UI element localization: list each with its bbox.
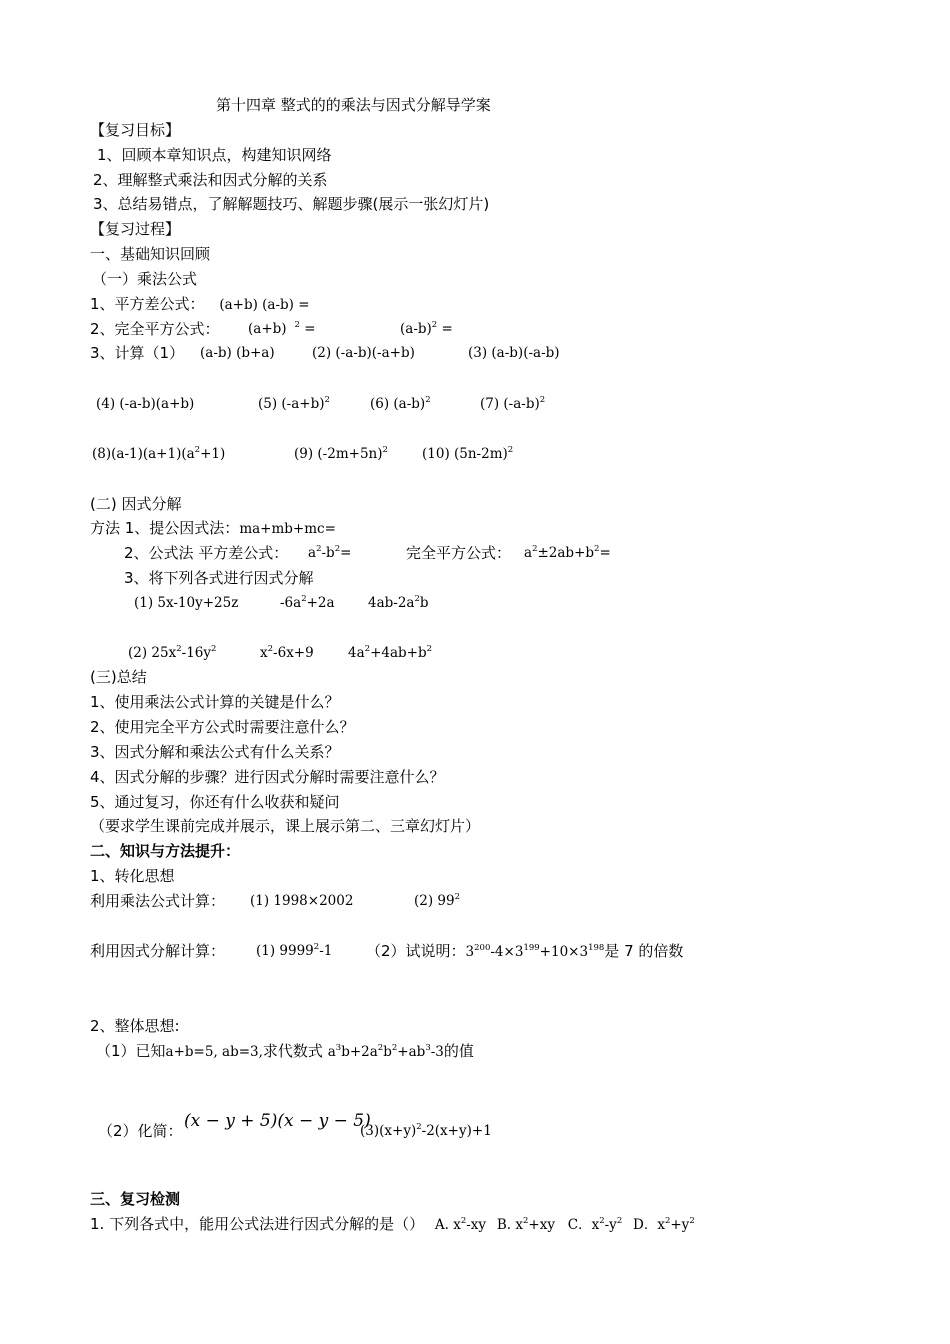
method-expression-2: $a^2\pm 2ab+b^2=$	[524, 544, 611, 561]
part3-heading: 三、复习检测	[90, 1190, 181, 1208]
summary-item-2: 2、使用完全平方公式时需要注意什么？	[90, 718, 355, 736]
compute-item-2: (2) (-a-b)(-a+b)	[312, 345, 415, 361]
part2-sub1-heading: 1、转化思想	[90, 867, 175, 885]
compute-line-3	[92, 444, 692, 464]
formula-expression: (a+b) (a-b) =	[219, 297, 310, 313]
compute-item-8: $(8)(a-1)(a+1)(a^2+1)$	[92, 445, 226, 462]
compute-label: 3、计算（1）	[90, 344, 185, 362]
formula-line-1	[90, 294, 310, 315]
summary-item-1: 1、使用乘法公式计算的关键是什么？	[90, 693, 340, 711]
option-d: D．$x^2+y^2$	[633, 1216, 695, 1233]
method-expression: $a^2-b^2=$	[308, 544, 352, 561]
method-line-2	[124, 543, 724, 563]
method-label: 2、公式法 平方差公式：	[124, 544, 289, 562]
transform-item-4-expression: $3^{200}-4\times 3^{199}+10\times 3^{198}$	[465, 943, 605, 960]
holistic-line-1	[96, 1041, 474, 1062]
compute-item-9: (9) $(-2m+5n)^2$	[294, 445, 388, 462]
factor-item-6: $4a^2+4ab+b^2$	[348, 644, 433, 661]
formula-expression-a: (a+b) $^2$ =	[248, 320, 316, 337]
holistic-condition: a+b=5, ab=3,	[165, 1044, 263, 1060]
factor-exercise-line-1	[134, 593, 734, 613]
holistic-line-2	[98, 1111, 698, 1145]
option-a: A. $x^2-xy$	[434, 1216, 487, 1233]
formula-line-2	[90, 319, 690, 339]
option-c: C．$x^2-y^2$	[567, 1216, 623, 1233]
goal-item-2: 2、理解整式乘法和因式分解的关系	[93, 171, 328, 189]
sub1-heading: （一）乘法公式	[92, 270, 198, 288]
holistic-mid: 求代数式	[262, 1042, 323, 1060]
transform-item-4	[366, 941, 683, 962]
method-label: 方法 1、提公因式法：	[90, 519, 240, 537]
compute-item-7: (7) $(-a-b)^2$	[480, 395, 546, 412]
handwritten-expression: (x − y + 5)(x − y − 5)	[184, 1111, 371, 1131]
compute-item-10: (10) $(5n-2m)^2$	[422, 445, 514, 462]
holistic-label-2: （2）化简：	[98, 1122, 183, 1140]
part2-heading: 二、知识与方法提升：	[90, 842, 241, 860]
factor-item-3: $4ab-2a^2b$	[368, 594, 429, 611]
method-expression: ma+mb+mc=	[239, 521, 336, 537]
holistic-tail: 的值	[443, 1042, 474, 1060]
transform-line-2	[90, 941, 790, 961]
sub2-heading: (二) 因式分解	[90, 495, 182, 513]
formula-label: 2、完全平方公式：	[90, 320, 220, 338]
transform-line-1	[90, 891, 690, 911]
method-label-2: 完全平方公式：	[406, 544, 512, 562]
compute-item-5: (5) $(-a+b)^2$	[258, 395, 330, 412]
part1-heading: 一、基础知识回顾	[90, 245, 211, 263]
formula-expression-b: $(a-b)^2$ =	[400, 320, 453, 337]
transform-label: 利用乘法公式计算：	[90, 892, 226, 910]
transform-item-2: (2) $99^2$	[414, 892, 461, 909]
compute-item-3: (3) (a-b)(-a-b)	[468, 345, 560, 361]
process-heading: 【复习过程】	[90, 220, 181, 238]
goals-heading: 【复习目标】	[90, 121, 181, 139]
goal-item-1: 1、回顾本章知识点，构建知识网络	[97, 146, 332, 164]
formula-label: 1、平方差公式：	[90, 295, 205, 313]
method-line-1	[90, 518, 336, 539]
transform-item-1: (1) 1998×2002	[250, 893, 354, 909]
sub3-heading: (三)总结	[90, 668, 147, 686]
compute-item-1: (a-b) (b+a)	[200, 345, 275, 361]
holistic-item-3: $(3)(x+y)^2-2(x+y)+1$	[360, 1122, 492, 1139]
holistic-expression: $a^3b+2a^2b^2+ab^3-3$	[327, 1043, 444, 1060]
method-line-3: 3、将下列各式进行因式分解	[124, 569, 314, 587]
compute-line-1	[90, 343, 690, 363]
compute-line-2	[96, 394, 696, 414]
factor-item-5: $x^2-6x+9$	[260, 644, 314, 661]
question-1-text: 1. 下列各式中，能用公式法进行因式分解的是（）	[90, 1215, 425, 1233]
factor-item-4: (2) $25x^2-16y^2$	[128, 644, 217, 661]
transform-item-3: (1) 9999$^2$-1	[256, 942, 333, 959]
goal-item-3: 3、总结易错点，了解解题技巧、解题步骤(展示一张幻灯片)	[93, 195, 490, 213]
summary-item-3: 3、因式分解和乘法公式有什么关系？	[90, 743, 340, 761]
summary-item-4: 4、因式分解的步骤？进行因式分解时需要注意什么？	[90, 768, 445, 786]
compute-item-6: (6) $(a-b)^2$	[370, 395, 431, 412]
transform-item-4-label: （2）试说明：	[366, 942, 466, 960]
part2-sub2-heading: 2、整体思想:	[90, 1017, 180, 1035]
option-b: B. $x^2+xy$	[496, 1216, 555, 1233]
summary-item-5: 5、通过复习，你还有什么收获和疑问	[90, 793, 340, 811]
compute-item-4: (4) (-a-b)(a+b)	[96, 396, 195, 412]
question-1	[90, 1214, 695, 1235]
page-title: 第十四章 整式的的乘法与因式分解导学案	[216, 96, 491, 114]
factor-item-2: $-6a^2+2a$	[280, 594, 335, 611]
holistic-label: （1）已知	[96, 1042, 166, 1060]
transform-item-4-tail: 是 7 的倍数	[604, 942, 684, 960]
transform-label: 利用因式分解计算：	[90, 942, 226, 960]
factor-exercise-line-2	[128, 643, 728, 663]
summary-note: （要求学生课前完成并展示，课上展示第二、三章幻灯片）	[90, 817, 481, 835]
factor-item-1: (1) 5x-10y+25z	[134, 595, 239, 611]
